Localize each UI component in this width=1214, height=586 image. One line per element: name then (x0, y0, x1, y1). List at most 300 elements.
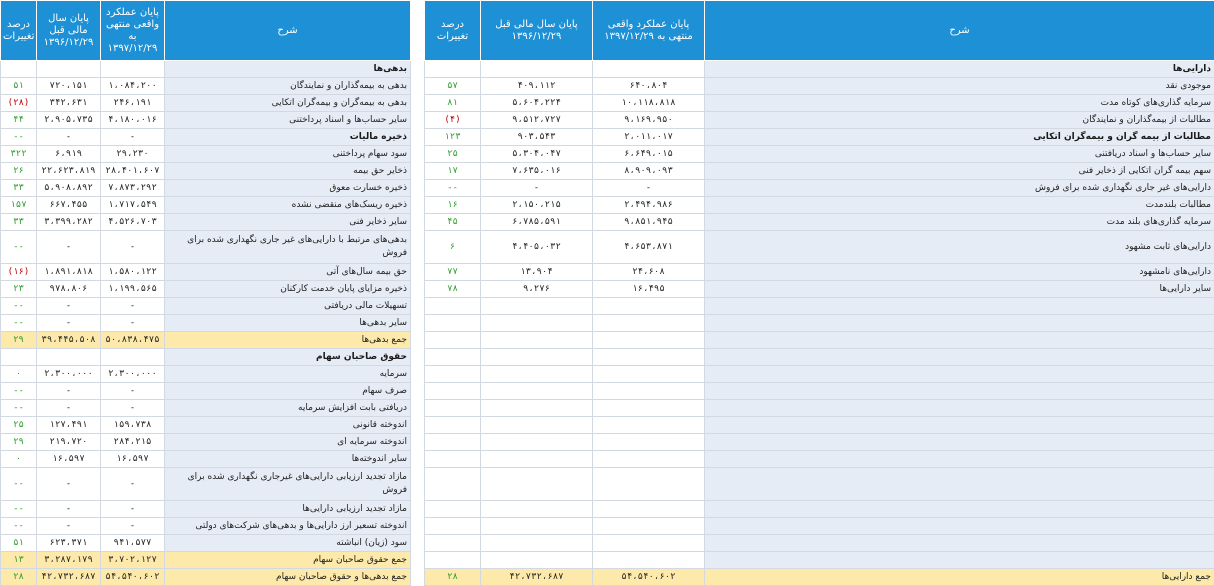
row-label[interactable] (705, 552, 1214, 569)
change-cell[interactable]: -- (1, 468, 37, 501)
table-row (425, 518, 1214, 535)
row-label[interactable] (705, 315, 1214, 332)
table-row (425, 214, 1214, 231)
prior-value-cell[interactable]: - (37, 231, 101, 264)
row-label[interactable]: دارایی‌های غیر جاری نگهداری شده برای فروش (705, 180, 1214, 197)
table-row (1, 129, 411, 146)
row-label[interactable]: ذخیره مزایای پایان خدمت کارکنان (165, 281, 411, 298)
current-value-cell[interactable] (593, 451, 705, 468)
current-value-cell[interactable]: ۱۰،۱۱۸،۸۱۸ (593, 95, 705, 112)
change-cell[interactable]: ۵۷ (425, 78, 481, 95)
prior-value-cell[interactable]: ۲،۳۰۰،۰۰۰ (37, 366, 101, 383)
prior-value-cell[interactable] (481, 552, 593, 569)
row-label[interactable] (705, 400, 1214, 417)
row-label[interactable]: مازاد تجدید ارزیابی دارایی‌های غیرجاری نگهداری شده برای فروش (165, 468, 411, 501)
change-cell[interactable] (425, 501, 481, 518)
prior-value-cell[interactable]: ۱۲۷،۴۹۱ (37, 417, 101, 434)
change-cell[interactable] (425, 400, 481, 417)
current-value-cell[interactable]: ۴،۱۸۰،۰۱۶ (101, 112, 165, 129)
current-value-cell[interactable]: - (101, 383, 165, 400)
current-value-cell[interactable]: ۴،۶۵۳،۸۷۱ (593, 231, 705, 264)
change-cell[interactable] (425, 383, 481, 400)
row-label[interactable]: سهم بیمه گران اتکایی از ذخایر فنی (705, 163, 1214, 180)
change-cell[interactable]: ۱۷ (425, 163, 481, 180)
prior-value-cell[interactable] (481, 349, 593, 366)
current-value-cell[interactable]: ۱،۰۸۴،۲۰۰ (101, 78, 165, 95)
change-cell[interactable]: ۴۵ (425, 214, 481, 231)
table-row (425, 61, 1214, 78)
prior-value-cell[interactable] (481, 332, 593, 349)
change-cell[interactable] (425, 468, 481, 501)
table-row (1, 400, 411, 417)
current-value-cell[interactable]: - (101, 400, 165, 417)
change-cell[interactable]: ۵۱ (1, 535, 37, 552)
header-prior[interactable]: پایان سال مالی قبل ۱۳۹۶/۱۲/۲۹ (37, 1, 101, 61)
table-row (1, 180, 411, 197)
table-row (1, 112, 411, 129)
table-row (1, 349, 411, 366)
current-value-cell[interactable]: - (101, 231, 165, 264)
current-value-cell[interactable]: ۲،۴۹۴،۹۸۶ (593, 197, 705, 214)
prior-value-cell[interactable]: ۶۲۳،۳۷۱ (37, 535, 101, 552)
table-row (1, 383, 411, 400)
row-label[interactable] (705, 501, 1214, 518)
table-row (1, 281, 411, 298)
prior-value-cell[interactable] (481, 434, 593, 451)
prior-value-cell[interactable]: ۱۳،۹۰۴ (481, 264, 593, 281)
prior-value-cell[interactable]: ۳،۳۹۹،۲۸۲ (37, 214, 101, 231)
row-label[interactable]: سایر حساب‌ها و اسناد پرداختنی (165, 112, 411, 129)
prior-value-cell[interactable]: ۹،۲۷۶ (481, 281, 593, 298)
row-label[interactable]: بدهی به بیمه‌گذاران و نمایندگان (165, 78, 411, 95)
row-label[interactable]: ذخایر حق بیمه (165, 163, 411, 180)
row-label[interactable]: ذخیره ریسک‌های منقضی نشده (165, 197, 411, 214)
change-cell[interactable]: ۲۹ (1, 434, 37, 451)
header-prior[interactable]: پایان سال مالی قبل ۱۳۹۶/۱۲/۲۹ (481, 1, 593, 61)
row-label[interactable] (705, 518, 1214, 535)
prior-value-cell[interactable]: - (481, 180, 593, 197)
change-cell[interactable]: -- (1, 231, 37, 264)
change-cell[interactable]: ۳۳ (1, 214, 37, 231)
prior-value-cell[interactable]: ۴۲،۷۳۲،۶۸۷ (37, 569, 101, 586)
prior-value-cell[interactable]: - (37, 501, 101, 518)
current-value-cell[interactable]: - (101, 468, 165, 501)
current-value-cell[interactable]: ۲۴۶،۱۹۱ (101, 95, 165, 112)
table-row (425, 146, 1214, 163)
current-value-cell[interactable]: ۱۶،۴۹۵ (593, 281, 705, 298)
table-row (425, 281, 1214, 298)
table-row (1, 434, 411, 451)
change-cell[interactable]: ۲۸ (1, 569, 37, 586)
current-value-cell[interactable]: ۲۸،۴۰۱،۶۰۷ (101, 163, 165, 180)
table-row (1, 298, 411, 315)
current-value-cell[interactable] (593, 468, 705, 501)
prior-value-cell[interactable]: ۵،۹۰۸،۸۹۲ (37, 180, 101, 197)
change-cell[interactable]: ۲۶ (1, 163, 37, 180)
table-row (1, 451, 411, 468)
current-value-cell[interactable]: ۲۸۴،۲۱۵ (101, 434, 165, 451)
current-value-cell[interactable]: ۹،۸۵۱،۹۴۵ (593, 214, 705, 231)
row-label[interactable]: حقوق صاحبان سهام (165, 349, 411, 366)
row-label[interactable]: دریافتی بابت افزایش سرمایه (165, 400, 411, 417)
header-desc[interactable]: شرح (165, 1, 411, 61)
prior-value-cell[interactable]: ۷،۶۳۵،۰۱۶ (481, 163, 593, 180)
table-row (425, 383, 1214, 400)
prior-value-cell[interactable] (481, 468, 593, 501)
row-label[interactable] (705, 366, 1214, 383)
change-cell[interactable] (425, 518, 481, 535)
change-cell[interactable]: -- (425, 180, 481, 197)
current-value-cell[interactable] (593, 434, 705, 451)
change-cell[interactable] (425, 535, 481, 552)
change-cell[interactable]: -- (1, 501, 37, 518)
prior-value-cell[interactable] (481, 61, 593, 78)
table-row (425, 298, 1214, 315)
table-row (425, 366, 1214, 383)
prior-value-cell[interactable]: - (37, 298, 101, 315)
current-value-cell[interactable]: ۲،۰۱۱،۰۱۷ (593, 129, 705, 146)
current-value-cell[interactable]: - (101, 501, 165, 518)
change-cell[interactable]: ۲۵ (1, 417, 37, 434)
header-current[interactable]: پایان عملکرد واقعی منتهی به ۱۳۹۷/۱۲/۲۹ (101, 1, 165, 61)
change-cell[interactable]: ۳۲۲ (1, 146, 37, 163)
liabilities-body (1, 61, 411, 586)
change-cell[interactable]: -- (1, 400, 37, 417)
change-cell[interactable] (1, 349, 37, 366)
row-label[interactable] (705, 451, 1214, 468)
change-cell[interactable] (425, 298, 481, 315)
table-row (425, 315, 1214, 332)
row-label[interactable]: مطالبات از بیمه گران و بیمه‌گران اتکایی (705, 129, 1214, 146)
row-label[interactable]: جمع بدهی‌ها (165, 332, 411, 349)
current-value-cell[interactable] (593, 61, 705, 78)
current-value-cell[interactable] (593, 518, 705, 535)
prior-value-cell[interactable]: - (37, 518, 101, 535)
row-label[interactable]: سرمایه گذاری‌های کوتاه مدت (705, 95, 1214, 112)
prior-value-cell[interactable]: - (37, 315, 101, 332)
prior-value-cell[interactable]: ۲،۹۰۵،۷۳۵ (37, 112, 101, 129)
row-label[interactable]: جمع بدهی‌ها و حقوق صاحبان سهام (165, 569, 411, 586)
table-row (1, 231, 411, 264)
liabilities-header-row (1, 1, 411, 61)
row-label[interactable]: حق بیمه سال‌های آتی (165, 264, 411, 281)
prior-value-cell[interactable] (481, 366, 593, 383)
change-cell[interactable]: ۷۸ (425, 281, 481, 298)
change-cell[interactable]: ۲۳ (1, 281, 37, 298)
table-row (425, 349, 1214, 366)
prior-value-cell[interactable] (481, 315, 593, 332)
table-row (425, 231, 1214, 264)
current-value-cell[interactable] (593, 366, 705, 383)
table-row (425, 95, 1214, 112)
row-label[interactable]: ذخیره مالیات (165, 129, 411, 146)
current-value-cell[interactable] (593, 535, 705, 552)
row-label[interactable] (705, 298, 1214, 315)
current-value-cell[interactable]: ۷،۸۷۳،۲۹۲ (101, 180, 165, 197)
change-cell[interactable] (425, 332, 481, 349)
current-value-cell[interactable] (593, 400, 705, 417)
current-value-cell[interactable]: ۱۵۹،۷۳۸ (101, 417, 165, 434)
change-cell[interactable] (425, 349, 481, 366)
current-value-cell[interactable]: ۶۴۰،۸۰۴ (593, 78, 705, 95)
row-label[interactable]: جمع حقوق صاحبان سهام (165, 552, 411, 569)
table-row (1, 518, 411, 535)
table-row (425, 332, 1214, 349)
change-cell[interactable] (425, 434, 481, 451)
row-label[interactable]: سایر اندوخته‌ها (165, 451, 411, 468)
table-row (425, 180, 1214, 197)
current-value-cell[interactable]: ۶،۶۴۹،۰۱۵ (593, 146, 705, 163)
change-cell[interactable] (1, 61, 37, 78)
current-value-cell[interactable]: - (101, 315, 165, 332)
prior-value-cell[interactable]: ۹۰۳،۵۴۳ (481, 129, 593, 146)
row-label[interactable]: جمع دارایی‌ها (705, 569, 1214, 586)
row-label[interactable] (705, 383, 1214, 400)
change-cell[interactable]: -- (1, 298, 37, 315)
row-label[interactable]: بدهی‌ها (165, 61, 411, 78)
current-value-cell[interactable] (593, 315, 705, 332)
table-row (1, 146, 411, 163)
current-value-cell[interactable]: ۲۹،۲۳۰ (101, 146, 165, 163)
change-cell[interactable]: (۴) (425, 112, 481, 129)
table-row (1, 61, 411, 78)
table-row (1, 95, 411, 112)
change-cell[interactable]: -- (1, 383, 37, 400)
header-desc[interactable]: شرح (705, 1, 1214, 61)
change-cell[interactable] (425, 315, 481, 332)
prior-value-cell[interactable] (481, 518, 593, 535)
prior-value-cell[interactable]: ۶،۹۱۹ (37, 146, 101, 163)
current-value-cell[interactable]: ۵۴،۵۴۰،۶۰۲ (101, 569, 165, 586)
prior-value-cell[interactable]: ۴۰۹،۱۱۲ (481, 78, 593, 95)
prior-value-cell[interactable]: - (37, 383, 101, 400)
prior-value-cell[interactable] (481, 535, 593, 552)
row-label[interactable]: سود (زیان) انباشته (165, 535, 411, 552)
prior-value-cell[interactable]: ۴،۴۰۵،۰۳۲ (481, 231, 593, 264)
row-label[interactable]: دارایی‌ها (705, 61, 1214, 78)
table-row (425, 417, 1214, 434)
current-value-cell[interactable]: ۸،۹۰۹،۰۹۳ (593, 163, 705, 180)
prior-value-cell[interactable]: - (37, 400, 101, 417)
current-value-cell[interactable]: ۱۶،۵۹۷ (101, 451, 165, 468)
current-value-cell[interactable] (593, 552, 705, 569)
row-label[interactable] (705, 417, 1214, 434)
table-row (1, 569, 411, 586)
prior-value-cell[interactable]: ۱،۸۹۱،۸۱۸ (37, 264, 101, 281)
row-label[interactable]: دارایی‌های نامشهود (705, 264, 1214, 281)
current-value-cell[interactable]: ۲،۳۰۰،۰۰۰ (101, 366, 165, 383)
prior-value-cell[interactable]: ۳۴۲،۶۳۱ (37, 95, 101, 112)
prior-value-cell[interactable] (481, 501, 593, 518)
row-label[interactable] (705, 434, 1214, 451)
prior-value-cell[interactable]: ۶،۷۸۵،۵۹۱ (481, 214, 593, 231)
change-cell[interactable]: ۱۵۷ (1, 197, 37, 214)
current-value-cell[interactable]: - (101, 129, 165, 146)
table-row (1, 535, 411, 552)
table-row (425, 535, 1214, 552)
change-cell[interactable]: (۱۶) (1, 264, 37, 281)
table-row (425, 569, 1214, 586)
row-label[interactable]: اندوخته سرمایه ای (165, 434, 411, 451)
change-cell[interactable]: ۲۸ (425, 569, 481, 586)
prior-value-cell[interactable]: ۱۶،۵۹۷ (37, 451, 101, 468)
change-cell[interactable] (425, 451, 481, 468)
change-cell[interactable] (425, 366, 481, 383)
assets-table (424, 0, 1214, 586)
assets-header-row (425, 1, 1214, 61)
row-label[interactable]: سود سهام پرداختنی (165, 146, 411, 163)
row-label[interactable]: تسهیلات مالی دریافتی (165, 298, 411, 315)
table-row (1, 552, 411, 569)
change-cell[interactable]: ۸۱ (425, 95, 481, 112)
prior-value-cell[interactable] (37, 349, 101, 366)
current-value-cell[interactable]: ۱،۷۱۷،۵۴۹ (101, 197, 165, 214)
header-current[interactable]: پایان عملکرد واقعی منتهی به ۱۳۹۷/۱۲/۲۹ (593, 1, 705, 61)
change-cell[interactable]: ۲۹ (1, 332, 37, 349)
change-cell[interactable]: ۷۷ (425, 264, 481, 281)
prior-value-cell[interactable] (481, 417, 593, 434)
table-row (425, 78, 1214, 95)
current-value-cell[interactable]: ۲۴،۶۰۸ (593, 264, 705, 281)
current-value-cell[interactable]: - (101, 298, 165, 315)
row-label[interactable] (705, 535, 1214, 552)
prior-value-cell[interactable]: ۹،۵۱۲،۷۲۷ (481, 112, 593, 129)
change-cell[interactable] (425, 417, 481, 434)
prior-value-cell[interactable]: ۲۱۹،۷۲۰ (37, 434, 101, 451)
prior-value-cell[interactable] (37, 61, 101, 78)
row-label[interactable]: سرمایه (165, 366, 411, 383)
current-value-cell[interactable]: ۹۴۱،۵۷۷ (101, 535, 165, 552)
current-value-cell[interactable] (593, 417, 705, 434)
table-row (425, 552, 1214, 569)
table-row (1, 163, 411, 180)
prior-value-cell[interactable]: ۹۷۸،۸۰۶ (37, 281, 101, 298)
current-value-cell[interactable]: ۴،۵۲۶،۷۰۳ (101, 214, 165, 231)
table-row (1, 78, 411, 95)
table-row (1, 501, 411, 518)
current-value-cell[interactable]: ۵۴،۵۴۰،۶۰۲ (593, 569, 705, 586)
prior-value-cell[interactable]: ۳۹،۴۴۵،۵۰۸ (37, 332, 101, 349)
current-value-cell[interactable] (593, 349, 705, 366)
table-row (425, 129, 1214, 146)
change-cell[interactable]: ۱۶ (425, 197, 481, 214)
current-value-cell[interactable]: ۳،۷۰۲،۱۲۷ (101, 552, 165, 569)
prior-value-cell[interactable]: ۷۲۰،۱۵۱ (37, 78, 101, 95)
row-label[interactable] (705, 332, 1214, 349)
row-label[interactable]: مطالبات از بیمه‌گذاران و نمایندگان (705, 112, 1214, 129)
change-cell[interactable] (425, 61, 481, 78)
header-change[interactable]: درصد تغییرات (1, 1, 37, 61)
row-label[interactable]: بدهی به بیمه‌گران و بیمه‌گران اتکایی (165, 95, 411, 112)
change-cell[interactable]: ۵۱ (1, 78, 37, 95)
row-label[interactable]: بدهی‌های مرتبط با دارایی‌های غیر جاری نگهداری شده برای فروش (165, 231, 411, 264)
prior-value-cell[interactable]: ۴۲،۷۳۲،۶۸۷ (481, 569, 593, 586)
row-label[interactable]: موجودی نقد (705, 78, 1214, 95)
row-label[interactable]: دارایی‌های ثابت مشهود (705, 231, 1214, 264)
table-row (425, 264, 1214, 281)
table-row (425, 400, 1214, 417)
prior-value-cell[interactable]: - (37, 129, 101, 146)
current-value-cell[interactable]: ۹،۱۶۹،۹۵۰ (593, 112, 705, 129)
change-cell[interactable]: -- (1, 129, 37, 146)
change-cell[interactable]: -- (1, 518, 37, 535)
prior-value-cell[interactable]: ۵،۶۰۴،۲۲۴ (481, 95, 593, 112)
row-label[interactable]: اندوخته تسعیر ارز دارایی‌ها و بدهی‌های شرکت‌های دولتی (165, 518, 411, 535)
row-label[interactable]: صرف سهام (165, 383, 411, 400)
assets-body (425, 61, 1214, 586)
prior-value-cell[interactable]: ۶۶۷،۴۵۵ (37, 197, 101, 214)
change-cell[interactable]: ۳۳ (1, 180, 37, 197)
prior-value-cell[interactable]: ۲،۱۵۰،۲۱۵ (481, 197, 593, 214)
row-label[interactable]: سایر حساب‌ها و اسناد دریافتنی (705, 146, 1214, 163)
current-value-cell[interactable]: - (593, 180, 705, 197)
prior-value-cell[interactable] (481, 383, 593, 400)
prior-value-cell[interactable]: ۲۲،۶۲۳،۸۱۹ (37, 163, 101, 180)
prior-value-cell[interactable]: - (37, 468, 101, 501)
row-label[interactable] (705, 349, 1214, 366)
current-value-cell[interactable] (593, 383, 705, 400)
row-label[interactable]: مطالبات بلندمدت (705, 197, 1214, 214)
current-value-cell[interactable] (593, 298, 705, 315)
table-row (425, 197, 1214, 214)
current-value-cell[interactable] (101, 349, 165, 366)
row-label[interactable]: ذخیره خسارت معوق (165, 180, 411, 197)
row-label[interactable] (705, 468, 1214, 501)
change-cell[interactable]: -- (1, 315, 37, 332)
change-cell[interactable]: ۲۵ (425, 146, 481, 163)
header-change[interactable]: درصد تغییرات (425, 1, 481, 61)
change-cell[interactable]: ۴۴ (1, 112, 37, 129)
current-value-cell[interactable] (593, 332, 705, 349)
prior-value-cell[interactable]: ۳،۲۸۷،۱۷۹ (37, 552, 101, 569)
prior-value-cell[interactable] (481, 298, 593, 315)
table-row (1, 264, 411, 281)
table-row (425, 468, 1214, 501)
row-label[interactable]: سرمایه گذاری‌های بلند مدت (705, 214, 1214, 231)
table-row (425, 163, 1214, 180)
row-label[interactable]: سایر دارایی‌ها (705, 281, 1214, 298)
prior-value-cell[interactable] (481, 451, 593, 468)
change-cell[interactable]: ۰ (1, 451, 37, 468)
row-label[interactable]: سایر بدهی‌ها (165, 315, 411, 332)
current-value-cell[interactable]: ۵۰،۸۳۸،۴۷۵ (101, 332, 165, 349)
current-value-cell[interactable]: ۱،۱۹۹،۵۶۵ (101, 281, 165, 298)
prior-value-cell[interactable] (481, 400, 593, 417)
change-cell[interactable]: (۲۸) (1, 95, 37, 112)
change-cell[interactable]: ۱۳ (1, 552, 37, 569)
table-row (425, 112, 1214, 129)
current-value-cell[interactable]: - (101, 518, 165, 535)
table-row (425, 434, 1214, 451)
row-label[interactable]: مازاد تجدید ارزیابی دارایی‌ها (165, 501, 411, 518)
change-cell[interactable]: ۱۲۳ (425, 129, 481, 146)
change-cell[interactable] (425, 552, 481, 569)
table-row (425, 451, 1214, 468)
table-row (1, 197, 411, 214)
current-value-cell[interactable]: ۱،۵۸۰،۱۲۲ (101, 264, 165, 281)
prior-value-cell[interactable]: ۵،۳۰۴،۰۴۷ (481, 146, 593, 163)
table-row (1, 315, 411, 332)
row-label[interactable]: سایر ذخایر فنی (165, 214, 411, 231)
change-cell[interactable]: ۶ (425, 231, 481, 264)
table-row (1, 417, 411, 434)
row-label[interactable]: اندوخته قانونی (165, 417, 411, 434)
change-cell[interactable]: ۰ (1, 366, 37, 383)
current-value-cell[interactable] (593, 501, 705, 518)
table-row (1, 214, 411, 231)
table-row (425, 501, 1214, 518)
current-value-cell[interactable] (101, 61, 165, 78)
